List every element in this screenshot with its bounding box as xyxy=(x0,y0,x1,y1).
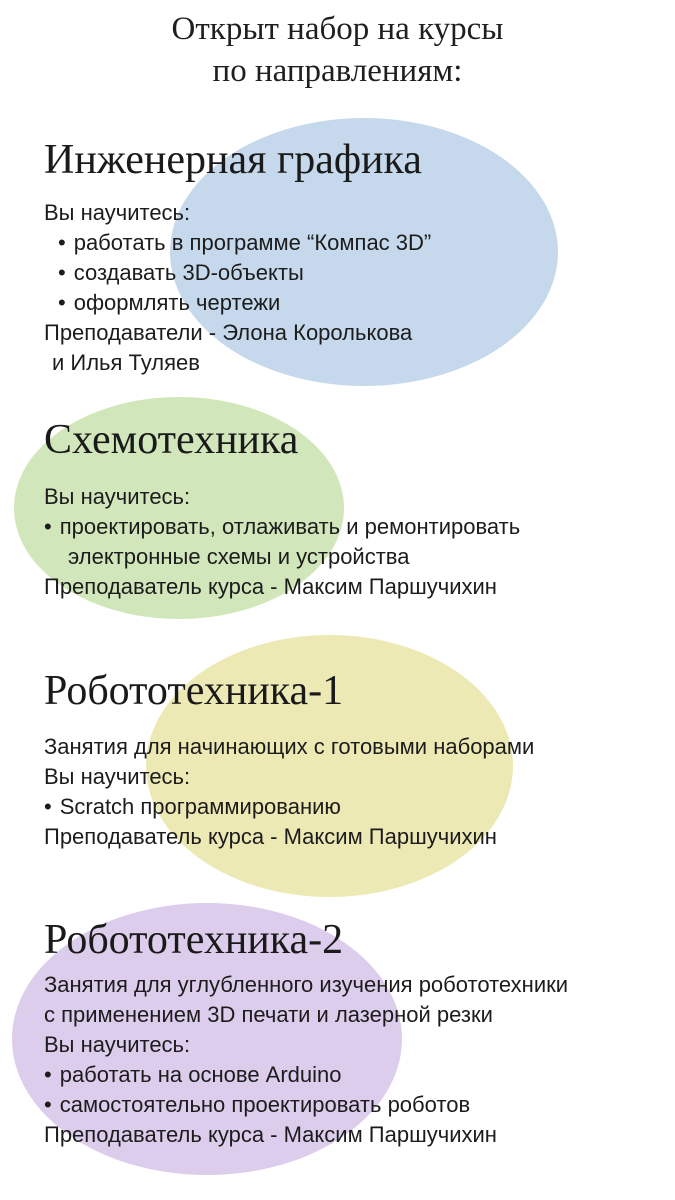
teacher-line: Преподаватель курса - Максим Паршучихин xyxy=(44,574,497,599)
learn-label: Вы научитесь: xyxy=(44,764,191,789)
list-item: • проектировать, отлаживать и ремонтировать xyxy=(44,512,520,542)
list-item: • оформлять чертежи xyxy=(58,288,280,318)
learn-label: Вы научитесь: xyxy=(44,1032,191,1057)
course-title: Робототехника-2 xyxy=(44,917,344,963)
learn-label: Вы научитесь: xyxy=(44,200,191,225)
page-title-line1: Открыт набор на курсы xyxy=(171,11,504,47)
learn-label: Вы научитесь: xyxy=(44,484,191,509)
list-item: • работать на основе Arduino xyxy=(44,1060,342,1090)
list-item: • Scratch программированию xyxy=(44,792,341,822)
course-title: Робототехника-1 xyxy=(44,668,344,714)
course-intro-cont: с применением 3D печати и лазерной резки xyxy=(44,1002,493,1027)
page-title xyxy=(0,8,675,92)
teacher-line: Преподаватель курса - Максим Паршучихин xyxy=(44,824,497,849)
teacher-line: Преподаватели - Элона Королькова xyxy=(44,320,413,345)
list-item: • работать в программе “Компас 3D” xyxy=(58,228,431,258)
list-item-cont: электронные схемы и устройства xyxy=(68,544,410,569)
page-title-line2: по направлениям: xyxy=(212,53,463,89)
course-intro: Занятия для начинающих с готовыми наборами xyxy=(44,734,535,759)
list-item: • самостоятельно проектировать роботов xyxy=(44,1090,470,1120)
teacher-line-cont: и Илья Туляев xyxy=(52,350,200,375)
course-intro: Занятия для углубленного изучения робототехники xyxy=(44,972,569,997)
teacher-line: Преподаватель курса - Максим Паршучихин xyxy=(44,1122,497,1147)
course-title: Схемотехника xyxy=(44,417,299,463)
list-item: • создавать 3D-объекты xyxy=(58,258,304,288)
course-title: Инженерная графика xyxy=(44,137,422,183)
